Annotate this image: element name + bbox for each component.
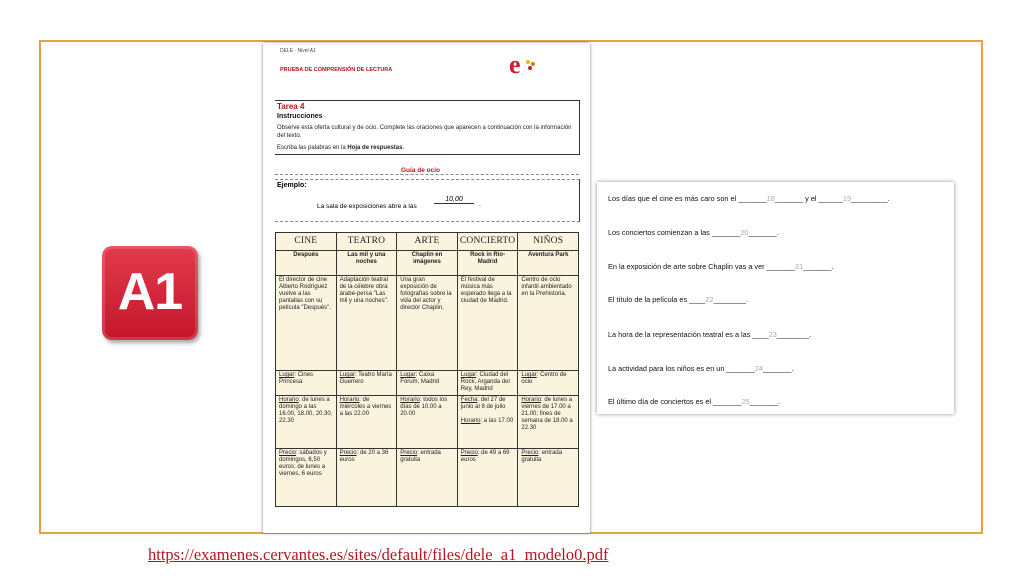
example-sentence: La sala de exposiciones abre a las bbox=[317, 203, 417, 210]
divider bbox=[275, 174, 579, 175]
doc-header-small: DELE · Nivel A1 bbox=[280, 48, 316, 54]
source-link[interactable]: https://examenes.cervantes.es/sites/default/files/dele_a1_modelo0.pdf bbox=[148, 545, 609, 564]
answer-number: 22 bbox=[705, 295, 714, 304]
level-badge-label: A1 bbox=[117, 263, 183, 321]
place-value: : Centro de ocio bbox=[521, 372, 567, 385]
table-row bbox=[276, 396, 579, 449]
question-text: _______ y el ______ bbox=[774, 194, 843, 203]
event-name: Las mil y una noches bbox=[336, 251, 397, 276]
question-text: _______. bbox=[749, 397, 781, 406]
event-schedule bbox=[397, 396, 458, 449]
place-value: : Ciudad del Rock, Arganda del Rey, Madrid bbox=[460, 372, 510, 392]
event-place bbox=[276, 371, 337, 396]
table-row bbox=[276, 371, 579, 396]
event-price bbox=[336, 449, 397, 507]
price-label: Precio bbox=[460, 450, 478, 456]
event-description: Adaptación teatral de la célebre obra árabe-persa "Las mil y una noches". bbox=[336, 276, 397, 371]
event-schedule bbox=[336, 396, 397, 449]
price-value: : sábados y domingos, 6,50 euros; de lunes a viernes, 6 euros bbox=[279, 450, 327, 477]
instructions-write: Escriba las palabras en la Hoja de respuestas. bbox=[277, 145, 405, 151]
answer-number: 23 bbox=[768, 330, 777, 339]
table-row bbox=[276, 251, 579, 276]
event-place bbox=[336, 371, 397, 396]
question-23 bbox=[608, 330, 811, 339]
event-description: El director de cine Alberto Rodríguez vuelve a las pantallas con su película "Después". bbox=[276, 276, 337, 371]
place-label: Lugar bbox=[339, 372, 355, 378]
event-price bbox=[457, 449, 518, 507]
event-name: Rock in Río-Madrid bbox=[457, 251, 518, 276]
event-price bbox=[518, 449, 579, 507]
question-text: El último día de conciertos es el _______ bbox=[608, 397, 742, 406]
place-label: Lugar bbox=[279, 372, 295, 378]
cervantes-logo-icon: e bbox=[509, 54, 549, 82]
question-text: Los conciertos comienzan a las _______ bbox=[608, 228, 741, 237]
question-text: _______. bbox=[762, 364, 794, 373]
table-row bbox=[276, 449, 579, 507]
schedule-value: : a las 17.00 bbox=[480, 418, 514, 424]
event-name: Chaplin en imágenes bbox=[397, 251, 458, 276]
date-value: : del 27 de junio al 8 de julio bbox=[460, 397, 506, 410]
place-label: Lugar bbox=[460, 372, 477, 378]
question-25 bbox=[608, 397, 780, 406]
event-place bbox=[518, 371, 579, 396]
answer-sheet-label: Hoja de respuestas bbox=[347, 145, 403, 151]
question-text: ________. bbox=[776, 330, 812, 339]
question-text: ________. bbox=[713, 295, 748, 304]
question-text: La actividad para los niños es en un _______ bbox=[608, 364, 755, 373]
example-answer: 10,00 bbox=[434, 196, 474, 204]
col-header-cine: CINE bbox=[276, 233, 337, 251]
answer-number: 20 bbox=[740, 228, 749, 237]
place-value: : Teatro María Guerrero bbox=[339, 372, 392, 385]
event-description: Una gran exposición de fotografías sobre la vida del actor y director Chaplin. bbox=[397, 276, 458, 371]
col-header-ninos: NIÑOS bbox=[518, 233, 579, 251]
question-20 bbox=[608, 228, 779, 237]
price-value: : de 49 a 69 euros bbox=[460, 450, 510, 463]
question-24 bbox=[608, 364, 793, 373]
col-header-teatro: TEATRO bbox=[336, 233, 397, 251]
event-price bbox=[276, 449, 337, 507]
schedule-label: Horario bbox=[279, 397, 299, 403]
schedule-value: : de lunes a viernes de 17.00 a 21.00; fines de semana de 18.00 a 22.30 bbox=[521, 397, 573, 431]
price-value: : entrada gratuita bbox=[400, 450, 441, 463]
event-place bbox=[457, 371, 518, 396]
place-label: Lugar bbox=[521, 372, 537, 378]
place-value: : Caixa Forum, Madrid bbox=[400, 372, 440, 385]
question-21 bbox=[608, 262, 834, 271]
schedule-label: Horario bbox=[400, 397, 420, 403]
example-box bbox=[275, 179, 580, 222]
instructions-text: Observe esta oferta cultural y de ocio. Complete las oraciones que aparecen a continuación con la información del texto. bbox=[277, 125, 572, 139]
price-label: Precio bbox=[279, 450, 297, 456]
schedule-label: Horario bbox=[521, 397, 542, 403]
question-text: _______. bbox=[803, 262, 834, 271]
event-name: Después bbox=[276, 251, 337, 276]
schedule-value: : todos los días de 10.00 a 20.00 bbox=[400, 397, 448, 417]
example-label: Ejemplo: bbox=[277, 182, 307, 189]
price-label: Precio bbox=[521, 450, 539, 456]
question-text: El título de la película es ____ bbox=[608, 295, 706, 304]
event-schedule bbox=[276, 396, 337, 449]
price-label: Precio bbox=[400, 450, 418, 456]
guide-title: Guía de ocio bbox=[395, 167, 446, 174]
answer-number: 21 bbox=[795, 262, 804, 271]
schedule-value: : de lunes a domingo a las 16.00, 18.00, 20.30, 22.30 bbox=[279, 397, 333, 424]
guide-title-bar bbox=[275, 167, 579, 177]
answer-number: 24 bbox=[754, 364, 763, 373]
question-text: _______. bbox=[748, 228, 779, 237]
event-name: Aventura Park bbox=[518, 251, 579, 276]
table-row bbox=[276, 276, 579, 371]
schedule-label: Horario bbox=[339, 397, 360, 403]
question-text: _________. bbox=[851, 194, 890, 203]
question-22 bbox=[608, 295, 748, 304]
question-text: Los días que el cine es más caro son el _______ bbox=[608, 194, 767, 203]
event-place bbox=[397, 371, 458, 396]
schedule-value: : de miércoles a viernes a las 22.00 bbox=[339, 397, 392, 417]
instructions-write-text: Escriba las palabras en la bbox=[277, 145, 346, 151]
answer-number: 25 bbox=[741, 397, 750, 406]
instructions-label: Instrucciones bbox=[277, 113, 323, 120]
date-label: Fecha bbox=[460, 397, 478, 403]
event-price bbox=[397, 449, 458, 507]
answer-number: 18 bbox=[766, 194, 775, 203]
col-header-arte: ARTE bbox=[397, 233, 458, 251]
question-text: La hora de la representación teatral es a las ____ bbox=[608, 330, 769, 339]
place-label: Lugar bbox=[400, 372, 416, 378]
task-title: Tarea 4 bbox=[277, 102, 305, 111]
price-value: : entrada gratuita bbox=[521, 450, 563, 463]
event-description: Centro de ocio infantil ambientado en la Prehistoria. bbox=[518, 276, 579, 371]
place-value: : Cines Princesa bbox=[279, 372, 314, 385]
price-value: : de 20 a 36 euros bbox=[339, 450, 389, 463]
event-description: El festival de música más esperado llega a la ciudad de Madrid. bbox=[457, 276, 518, 371]
doc-header-title: PRUEBA DE COMPRENSIÓN DE LECTURA bbox=[280, 67, 393, 73]
schedule-label: Horario bbox=[460, 418, 481, 424]
questions-card bbox=[597, 182, 954, 414]
leisure-guide-table bbox=[275, 232, 579, 507]
col-header-concierto: CONCIERTO bbox=[457, 233, 518, 251]
question-text: En la exposición de arte sobre Chaplin vas a ver _______ bbox=[608, 262, 796, 271]
table-header-row bbox=[276, 233, 579, 251]
level-badge bbox=[102, 246, 198, 340]
example-dot: . bbox=[479, 201, 481, 208]
question-18-19 bbox=[608, 194, 890, 203]
task-box bbox=[275, 100, 580, 155]
price-label: Precio bbox=[339, 450, 357, 456]
event-schedule bbox=[457, 396, 518, 449]
event-schedule bbox=[518, 396, 579, 449]
answer-number: 19 bbox=[842, 194, 852, 203]
exam-document bbox=[263, 43, 590, 533]
